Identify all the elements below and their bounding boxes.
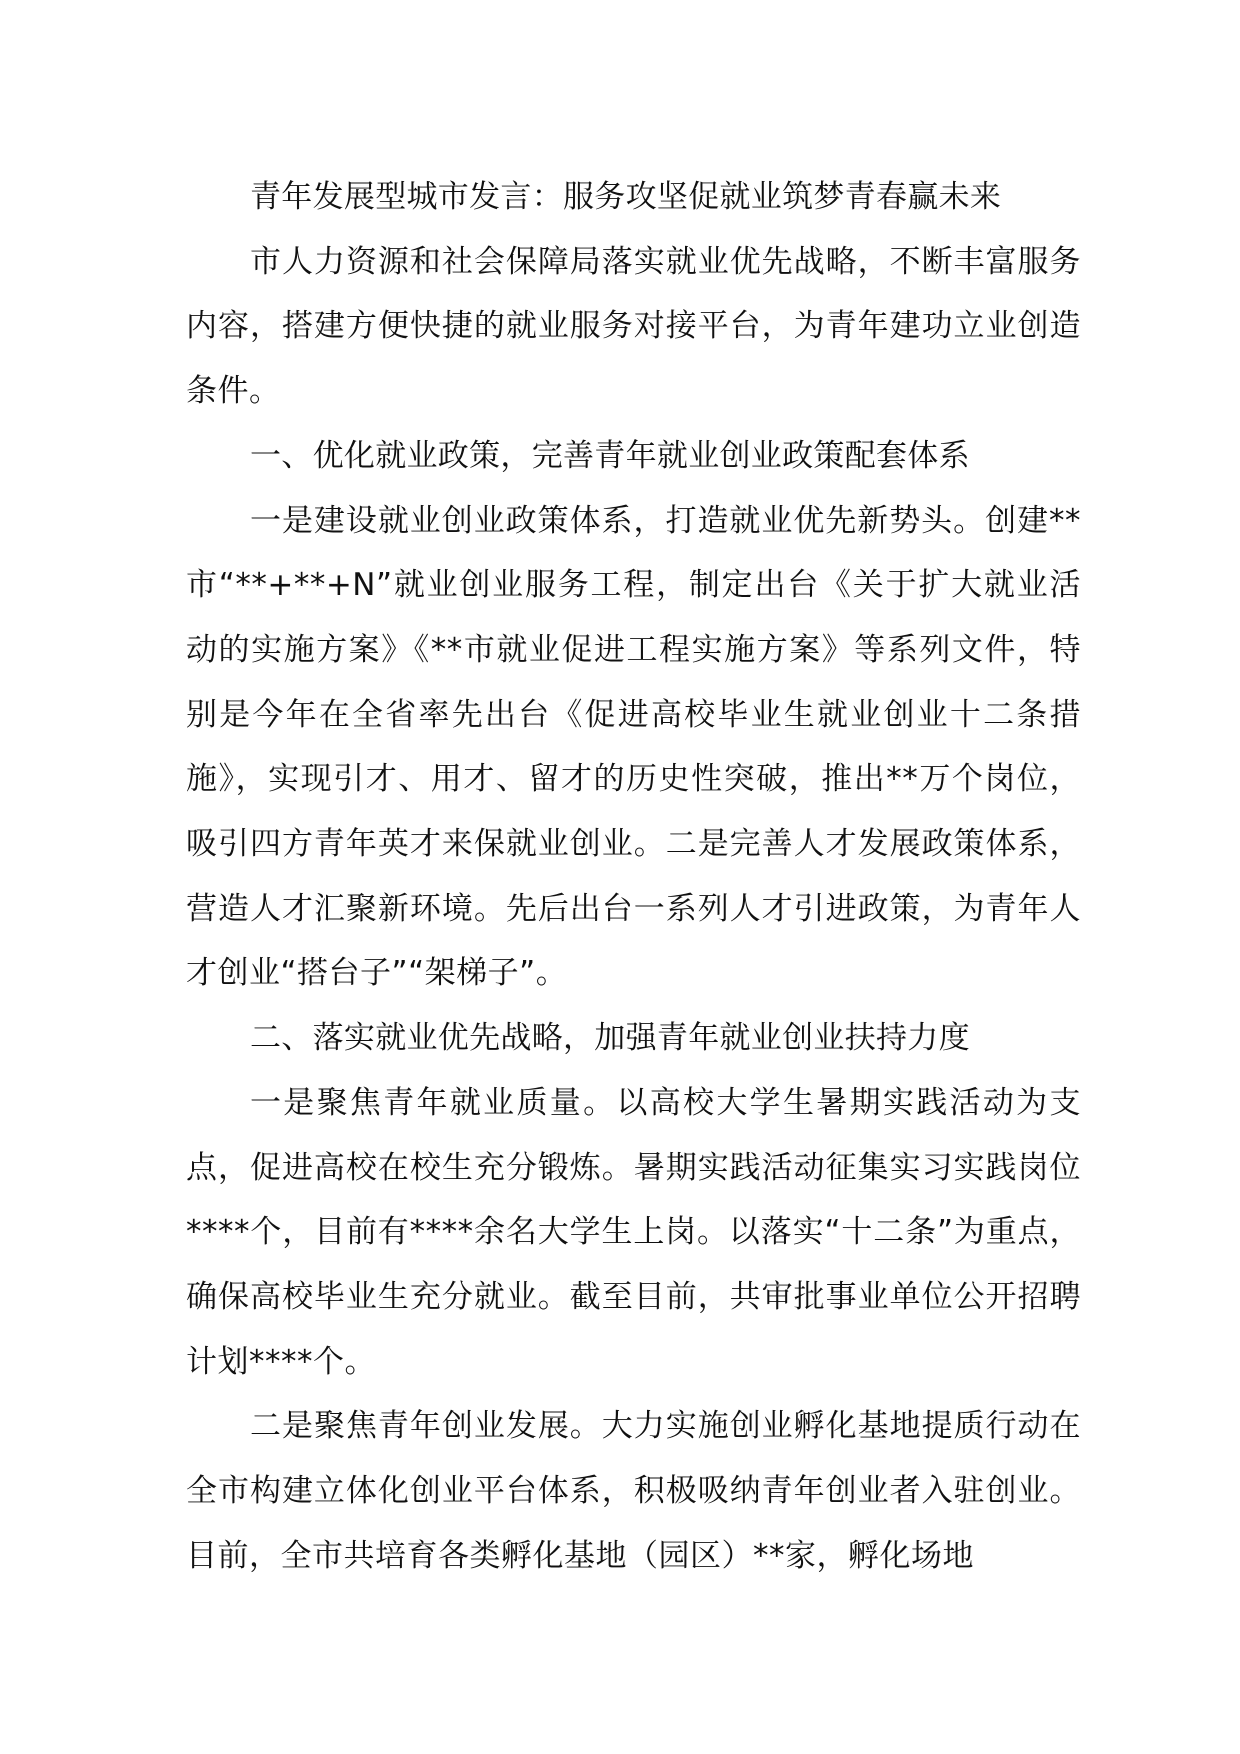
section-2-paragraph-2: 二是聚焦青年创业发展。大力实施创业孵化基地提质行动在全市构建立体化创业平台体系，积极吸纳青年创业者入驻创业。目前，全市共培育各类孵化基地（园区）**家，孵化场地: [186, 1408, 1081, 1574]
section-1-paragraph: 一是建设就业创业政策体系，打造就业优先新势头。创建**市“**+**+N”就业创业服务工程，制定出台《关于扩大就业活动的实施方案》《**市就业促进工程实施方案》等系列文件，特别是今年在全省率先出台《促进高校毕业生就业创业十二条措施》，实现引才、用才、留才的历史性突破，推出**万个岗位，吸引四方青年英才来保就业创业。二是完善人才发展政策体系，营造人才汇聚新环境。先后出台一系列人才引进政策，为青年人才创业“搭台子”“架梯子”。: [186, 502, 1081, 992]
document-title: 青年发展型城市发言：服务攻坚促就业筑梦青春赢未来: [250, 179, 1002, 215]
document-body: [186, 165, 1081, 1588]
section-heading-2: 二、落实就业优先战略，加强青年就业创业扶持力度: [250, 1020, 970, 1057]
intro-paragraph: 市人力资源和社会保障局落实就业优先战略，不断丰富服务内容，搭建方便快捷的就业服务对接平台，为青年建功立业创造条件。: [186, 243, 1081, 410]
section-2-paragraph-1: 一是聚焦青年就业质量。以高校大学生暑期实践活动为支点，促进高校在校生充分锻炼。暑期实践活动征集实习实践岗位****个，目前有****余名大学生上岗。以落实“十二条”为重点，确保高校毕业生充分就业。截至目前，共审批事业单位公开招聘计划****个。: [186, 1084, 1081, 1380]
section-heading-1: 一、优化就业政策，完善青年就业创业政策配套体系: [250, 437, 970, 474]
